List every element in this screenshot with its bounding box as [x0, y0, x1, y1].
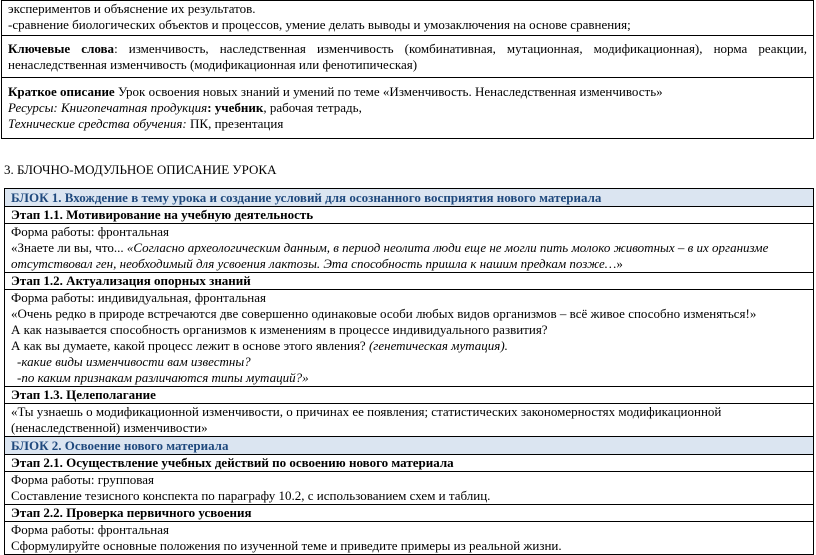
keywords-label: Ключевые слова — [8, 41, 115, 56]
stage-1-1-quote-end: » — [616, 256, 623, 271]
stage-2-1-body-row — [5, 472, 814, 505]
tech-label: Технические средства обучения: — [8, 116, 187, 131]
stage-1-2-line-3 — [11, 338, 807, 354]
stage-1-3-body: «Ты узнаешь о модификационной изменчивости, о причинах ее появления; статистических закономерностях модификационной (ненаследственной) изменчивости» — [5, 404, 814, 437]
stage-2-2-form: Форма работы: фронтальная — [11, 522, 169, 537]
stage-2-1-title: Этап 2.1. Осуществление учебных действий по освоению нового материала — [5, 455, 814, 472]
stage-2-1-text: Составление тезисного конспекта по параграфу 10.2, с использованием схем и таблиц. — [11, 488, 491, 503]
summary-text: Урок освоения новых знаний и умений по теме «Изменчивость. Ненаследственная изменчивость» — [114, 84, 663, 99]
stage-1-2-line-2: А как называется способность организмов к изменениям в процессе индивидуального развития? — [11, 322, 548, 337]
stage-2-2-title-row — [5, 505, 814, 522]
stage-1-2-line-5: -по каким признакам различаются типы мутаций?» — [17, 370, 309, 385]
stage-2-1-body — [5, 472, 814, 505]
block-2-title: БЛОК 2. Освоение нового материала — [5, 437, 814, 455]
stage-1-2-line-3-start: А как вы думаете, какой процесс лежит в основе этого явления? — [11, 338, 369, 353]
stage-1-2-body — [5, 290, 814, 387]
summary-paragraph — [8, 84, 807, 100]
block-1-title: БЛОК 1. Вхождение в тему урока и создание условий для осознанного восприятия нового материала — [5, 189, 814, 207]
stage-2-2-text: Сформулируйте основные положения по изученной теме и приведите примеры из реальной жизни. — [11, 538, 562, 553]
tech-paragraph — [8, 116, 807, 132]
stage-2-2-title: Этап 2.2. Проверка первичного усвоения — [5, 505, 814, 522]
stage-1-2-title-row — [5, 273, 814, 290]
goals-cell — [2, 1, 814, 36]
keywords-cell — [2, 36, 814, 78]
keywords-paragraph — [8, 41, 807, 73]
block-2-header-row — [5, 437, 814, 455]
stage-2-2-body-row — [5, 522, 814, 555]
stage-2-2-body — [5, 522, 814, 555]
stage-1-2-form: Форма работы: индивидуальная, фронтальная — [11, 290, 266, 305]
lesson-info-table — [1, 0, 814, 139]
stage-2-1-title-row — [5, 455, 814, 472]
stage-1-1-body-row — [5, 224, 814, 273]
stage-1-3-title: Этап 1.3. Целеполагание — [5, 387, 814, 404]
tech-text: ПК, презентация — [186, 116, 284, 131]
stage-1-1-title: Этап 1.1. Мотивирование на учебную деятельность — [5, 207, 814, 224]
resources-paragraph — [8, 100, 807, 116]
stage-1-1-body — [5, 224, 814, 273]
resources-bold: : учебник — [207, 100, 264, 115]
keywords-row — [2, 36, 814, 78]
lesson-blocks-table — [4, 188, 814, 555]
stage-1-3-title-row — [5, 387, 814, 404]
stage-1-3-body-row — [5, 404, 814, 437]
stage-1-1-quote-start: «Знаете ли вы, что... — [11, 240, 127, 255]
stage-1-2-body-row — [5, 290, 814, 387]
resources-label: Ресурсы: Книгопечатная продукция — [8, 100, 208, 115]
stage-1-2-title: Этап 1.2. Актуализация опорных знаний — [5, 273, 814, 290]
resources-text: , рабочая тетрадь, — [263, 100, 362, 115]
goals-line-1: экспериментов и объяснение их результатов. — [8, 1, 256, 16]
stage-1-1-title-row — [5, 207, 814, 224]
keywords-text: : изменчивость, наследственная изменчивость (комбинативная, мутационная, модификационная), норма реакции, ненаследственная изменчивость (модификационная или фенотипическая) — [8, 41, 808, 72]
stage-1-1-form: Форма работы: фронтальная — [11, 224, 169, 239]
stage-1-1-quote-italic: «Согласно археологическим данным, в период неолита люди еще не могли пить молоко животных – в их организме отсутствовал ген, необходимый для усвоения лактозы. Эта способность пришла к нашим предкам позже… — [11, 240, 769, 271]
summary-label: Краткое описание — [8, 84, 115, 99]
stage-1-2-line-4: -какие виды изменчивости вам известны? — [17, 354, 251, 369]
summary-cell — [2, 78, 814, 139]
summary-row — [2, 78, 814, 139]
stage-1-2-line-1: «Очень редко в природе встречаются две совершенно одинаковые особи любых видов организмов – всё живое способно изменяться!» — [11, 306, 757, 321]
stage-2-1-form: Форма работы: групповая — [11, 472, 155, 487]
goals-row — [2, 1, 814, 36]
stage-1-1-quote — [11, 240, 807, 272]
block-1-header-row — [5, 189, 814, 207]
section-heading: 3. БЛОЧНО-МОДУЛЬНОЕ ОПИСАНИЕ УРОКА — [4, 162, 277, 177]
goals-line-2: -сравнение биологических объектов и процессов, умение делать выводы и умозаключения на основе сравнения; — [8, 17, 631, 32]
stage-1-2-line-3-italic: (генетическая мутация). — [368, 338, 508, 353]
